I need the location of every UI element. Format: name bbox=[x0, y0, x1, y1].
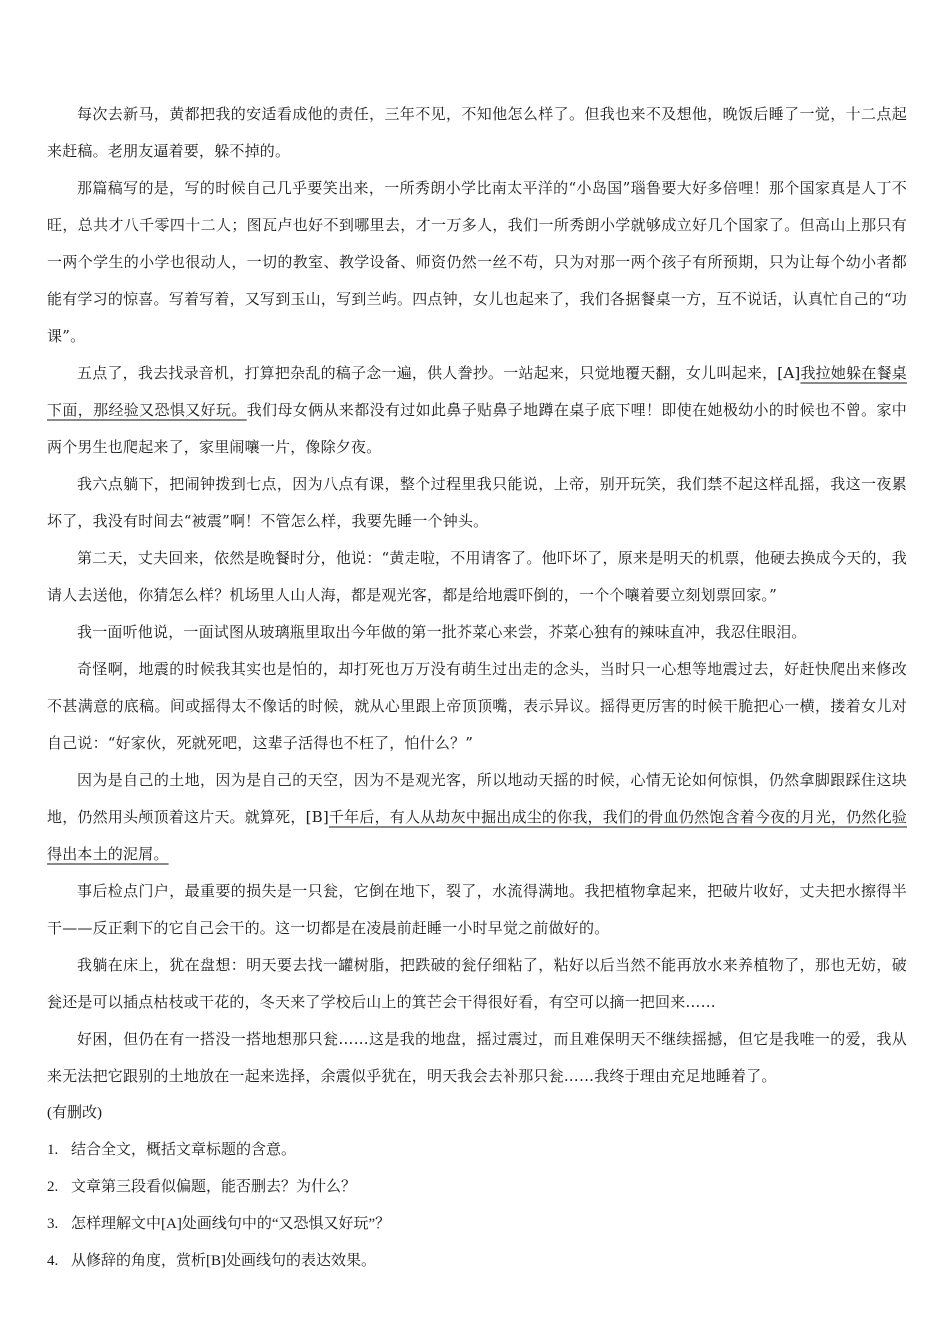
paragraph-5 bbox=[47, 540, 907, 614]
paragraph-text: 第二天，丈夫回来，依然是晚餐时分，他说：“黄走啦，不用请客了。他吓坏了，原来是明天的机票，他硬去换成今天的，我请人去送他，你猜怎么样？机场里人山人海，都是观光客，都是给地震吓倒的，一个个嚷着要立刻划票回家。” bbox=[47, 549, 907, 604]
paragraph-text: 每次去新马，黄都把我的安适看成他的责任，三年不见，不知他怎么样了。但我也来不及想他，晚饭后睡了一觉，十二点起来赶稿。老朋友逼着要，躲不掉的。 bbox=[47, 105, 907, 160]
paragraph-7 bbox=[47, 651, 907, 762]
question-4 bbox=[47, 1243, 907, 1280]
question-2 bbox=[47, 1169, 907, 1206]
paragraph-1 bbox=[47, 96, 907, 170]
article-body bbox=[47, 96, 907, 1132]
paragraph-text: 我一面听他说，一面试图从玻璃瓶里取出今年做的第一批芥菜心来尝，芥菜心独有的辣味直冲，我忍住眼泪。 bbox=[77, 623, 807, 641]
question-list bbox=[47, 1132, 907, 1280]
paragraph-text: 奇怪啊，地震的时候我其实也是怕的，却打死也万万没有萌生过出走的念头，当时只一心想等地震过去，好赶快爬出来修改不甚满意的底稿。间或摇得太不像话的时候，就从心里跟上帝顶顶嘴，表示异议。摇得更厉害的时候干脆把心一横，搂着女儿对自己说：“好家伙，死就死吧，这辈子活得也不枉了，怕什么？” bbox=[47, 660, 907, 752]
document-page bbox=[47, 96, 907, 1280]
paragraph-text: 因为是自己的土地，因为是自己的天空，因为不是观光客，所以地动天摇的时候，心情无论如何惊惧，仍然拿脚跟踩住这块地，仍然用头颅顶着这片天。就算死，[B] bbox=[47, 771, 907, 826]
question-1 bbox=[47, 1132, 907, 1169]
question-number: 4. bbox=[47, 1253, 59, 1269]
paragraph-text: 事后检点门户，最重要的损失是一只瓮，它倒在地下，裂了，水流得满地。我把植物拿起来，把破片收好，丈夫把水擦得半干——反正剩下的它自己会干的。这一切都是在凌晨前赶睡一小时早觉之前做好的。 bbox=[47, 882, 907, 937]
question-text: 文章第三段看似偏题，能否删去？为什么？ bbox=[71, 1179, 357, 1195]
question-text: 怎样理解文中[A]处画线句中的“又恐惧又好玩”？ bbox=[71, 1216, 391, 1232]
paragraph-2 bbox=[47, 170, 907, 355]
paragraph-text: 我六点躺下，把闹钟拨到七点，因为八点有课，整个过程里我只能说，上帝，别开玩笑，我们禁不起这样乱摇，我这一夜累坏了，我没有时间去“被震”啊！不管怎么样，我要先睡一个钟头。 bbox=[47, 475, 907, 530]
edit-note: (有删改) bbox=[47, 1105, 102, 1121]
paragraph-9 bbox=[47, 873, 907, 947]
question-number: 1. bbox=[47, 1142, 59, 1158]
paragraph-text: 那篇稿写的是，写的时候自己几乎要笑出来，一所秀朗小学比南太平洋的“小岛国”瑙鲁要大好多倍哩！那个国家真是人丁不旺，总共才八千零四十二人；图瓦卢也好不到哪里去，才一万多人，我们一所秀朗小学就够成立好几个国家了。但高山上那只有一两个学生的小学也很动人，一切的教室、教学设备、师资仍然一丝不苟，只为对那一两个孩子有所预期，只为让每个幼小者都能有学习的惊喜。写着写着，又写到玉山，写到兰屿。四点钟，女儿也起来了，我们各据餐桌一方，互不说话，认真忙自己的“功课”。 bbox=[47, 179, 907, 345]
question-number: 2. bbox=[47, 1179, 59, 1195]
paragraph-10 bbox=[47, 947, 907, 1021]
underlined-sentence-a: 我拉她躲在餐桌下面，那经验又恐惧又好玩。 bbox=[47, 364, 908, 419]
paragraph-6 bbox=[47, 614, 907, 651]
paragraph-text: 我们母女俩从来都没有过如此鼻子贴鼻子地蹲在桌子底下哩！即使在她极幼小的时候也不曾。家中两个男生也爬起来了，家里闹嚷一片，像除夕夜。 bbox=[47, 401, 907, 456]
underlined-sentence-b: 千年后，有人从劫灰中掘出成尘的你我，我们的骨血仍然饱含着今夜的月光，仍然化验得出本土的泥屑。 bbox=[47, 808, 907, 863]
paragraph-text: 五点了，我去找录音机，打算把杂乱的稿子念一遍，供人誊抄。一站起来，只觉地覆天翻，女儿叫起来，[A] bbox=[77, 364, 801, 382]
question-text: 结合全文，概括文章标题的含意。 bbox=[71, 1142, 297, 1158]
paragraph-text: 我躺在床上，犹在盘想：明天要去找一罐树脂，把跌破的瓮仔细粘了，粘好以后当然不能再放水来养植物了，那也无妨，破瓮还是可以插点枯枝或干花的，冬天来了学校后山上的箕芒会干得很好看，有空可以摘一把回来…… bbox=[47, 956, 907, 1011]
paragraph-text: 好困，但仍在有一搭没一搭地想那只瓮……这是我的地盘，摇过震过，而且难保明天不继续摇撼，但它是我唯一的爱，我从来无法把它跟别的土地放在一起来选择，余震似乎犹在，明天我会去补那只瓮……我终于理由充足地睡着了。 bbox=[47, 1030, 907, 1085]
question-3 bbox=[47, 1206, 907, 1243]
paragraph-8 bbox=[47, 762, 907, 873]
paragraph-4 bbox=[47, 466, 907, 540]
question-number: 3. bbox=[47, 1216, 59, 1232]
paragraph-3 bbox=[47, 355, 907, 466]
paragraph-11 bbox=[47, 1021, 907, 1095]
question-text: 从修辞的角度，赏析[B]处画线句的表达效果。 bbox=[71, 1253, 376, 1269]
